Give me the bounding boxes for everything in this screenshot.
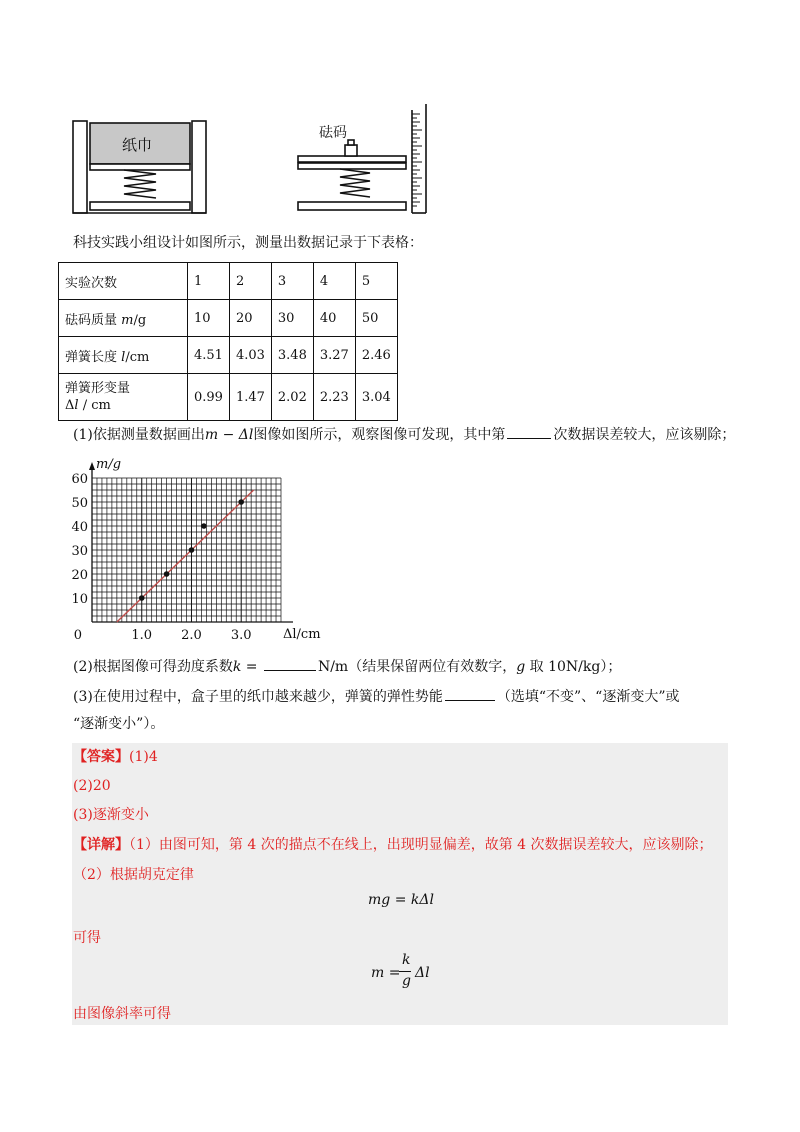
formula2-lhs: m = bbox=[371, 965, 401, 981]
x-tick-label: 1.0 bbox=[131, 628, 153, 643]
header-unit: /g bbox=[133, 312, 147, 328]
q1-pre: (1)依据测量数据画出 bbox=[73, 427, 205, 443]
detail-last: 由图像斜率可得 bbox=[73, 1006, 171, 1022]
q3-text: (3)在使用过程中，盒子里的纸巾越来越少，弹簧的弹性势能 bbox=[73, 689, 443, 705]
table-row bbox=[59, 300, 398, 337]
x-axis-label: Δl/cm bbox=[283, 627, 321, 642]
q3-options: （选填“不变”、“逐渐变大”或 bbox=[496, 689, 680, 705]
intro-text: 科技实践小组设计如图所示，测量出数据记录于下表格： bbox=[73, 235, 423, 251]
header-var: l bbox=[74, 398, 79, 413]
header-text: 弹簧形变量 bbox=[65, 381, 131, 396]
formula-m-eq bbox=[371, 952, 451, 996]
x-tick-label: 3.0 bbox=[230, 628, 252, 643]
answer-2: (2)20 bbox=[73, 778, 111, 794]
table-cell: 4.51 bbox=[188, 337, 230, 374]
y-axis-label: m/g bbox=[96, 457, 122, 472]
ruler-ticks bbox=[412, 114, 422, 206]
apparatus-figure bbox=[60, 100, 440, 220]
weight-device bbox=[298, 104, 426, 213]
table-cell: 2 bbox=[229, 263, 271, 300]
table-cell: 1.47 bbox=[229, 374, 271, 421]
table-cell: 2.02 bbox=[271, 374, 313, 421]
table-cell: 4 bbox=[313, 263, 355, 300]
y-tick-label: 10 bbox=[71, 592, 88, 607]
row-header bbox=[59, 300, 188, 337]
tissue-box-device bbox=[73, 121, 206, 213]
header-text: 砝码质量 bbox=[65, 312, 122, 328]
y-tick-label: 40 bbox=[71, 520, 88, 535]
y-tick-label: 60 bbox=[71, 472, 88, 487]
table-cell: 3 bbox=[271, 263, 313, 300]
q1-post: 次数据误差较大，应该剔除； bbox=[553, 427, 736, 443]
question-2 bbox=[73, 656, 621, 677]
header-text: 弹簧长度 bbox=[65, 349, 122, 365]
data-point bbox=[164, 571, 170, 577]
answer-line-1 bbox=[73, 747, 158, 767]
detail-kede: 可得 bbox=[73, 930, 101, 946]
row-header: 实验次数 bbox=[59, 263, 188, 300]
detail-tag: 【详解】 bbox=[73, 837, 129, 853]
header-var: m bbox=[121, 312, 134, 328]
question-3-line1 bbox=[73, 686, 679, 707]
x-tick-label: 2.0 bbox=[181, 628, 202, 643]
table-cell: 40 bbox=[313, 300, 355, 337]
table-row bbox=[59, 374, 398, 421]
data-point bbox=[189, 547, 195, 553]
answer-3: (3)逐渐变小 bbox=[73, 807, 149, 823]
header-var: l bbox=[121, 349, 126, 365]
y-axis-arrow bbox=[89, 462, 95, 470]
question-1 bbox=[73, 424, 735, 445]
data-point bbox=[139, 595, 145, 601]
header-delta: Δ bbox=[65, 398, 75, 413]
table-cell: 4.03 bbox=[229, 337, 271, 374]
table-cell: 3.48 bbox=[271, 337, 313, 374]
header-unit: / cm bbox=[78, 398, 111, 413]
y-tick-label: 50 bbox=[71, 496, 88, 511]
formula-hooke: mg = kΔl bbox=[368, 892, 434, 908]
detail-1: （1）由图可知，第 4 次的描点不在线上，出现明显偏差，故第 4 次数据误差较大，应该剔除； bbox=[129, 837, 713, 853]
y-tick-label: 20 bbox=[71, 568, 88, 583]
table-cell: 20 bbox=[229, 300, 271, 337]
data-point bbox=[238, 499, 244, 505]
table-row bbox=[59, 263, 398, 300]
q2-g: g bbox=[516, 659, 526, 675]
fraction-bar bbox=[399, 971, 411, 972]
table-cell: 50 bbox=[355, 300, 397, 337]
q1-expr: m − Δl bbox=[204, 427, 254, 443]
detail-line-1 bbox=[73, 835, 713, 855]
formula2-num: k bbox=[402, 952, 411, 968]
weight-label: 砝码 bbox=[319, 125, 347, 141]
table-cell: 3.04 bbox=[355, 374, 397, 421]
table-cell: 30 bbox=[271, 300, 313, 337]
question-3-line2: “逐渐变小”）。 bbox=[73, 716, 165, 732]
q2-var: k bbox=[232, 659, 242, 675]
q2-post2: 取 10N/kg）； bbox=[529, 659, 622, 675]
m-delta-l-chart bbox=[60, 452, 360, 648]
header-unit: /cm bbox=[125, 349, 150, 365]
q2-blank[interactable] bbox=[264, 656, 316, 671]
table-cell: 0.99 bbox=[188, 374, 230, 421]
tissue-label: 纸巾 bbox=[122, 136, 153, 154]
table-cell: 3.27 bbox=[313, 337, 355, 374]
detail-2: （2）根据胡克定律 bbox=[73, 867, 194, 883]
row-header bbox=[59, 337, 188, 374]
table-cell: 2.23 bbox=[313, 374, 355, 421]
table-cell: 10 bbox=[188, 300, 230, 337]
q2-post: N/m（结果保留两位有效数字， bbox=[317, 659, 517, 675]
table-cell: 5 bbox=[355, 263, 397, 300]
data-table bbox=[58, 262, 398, 421]
row-header bbox=[59, 374, 188, 421]
q1-mid: 图像如图所示，观察图像可发现，其中第 bbox=[253, 427, 506, 443]
formula2-rhs: Δl bbox=[415, 965, 430, 981]
q2-eq: = bbox=[241, 659, 262, 675]
q1-blank[interactable] bbox=[507, 424, 551, 439]
formula2-den: g bbox=[402, 973, 411, 989]
q2-pre: (2)根据图像可得劲度系数 bbox=[73, 659, 233, 675]
y-tick-label: 30 bbox=[71, 544, 88, 559]
q3-blank[interactable] bbox=[445, 686, 495, 701]
origin-label: 0 bbox=[73, 628, 82, 643]
answer-tag: 【答案】 bbox=[73, 749, 129, 765]
table-cell: 2.46 bbox=[355, 337, 397, 374]
data-point bbox=[201, 523, 207, 529]
answer-1: (1)4 bbox=[129, 749, 158, 765]
table-row bbox=[59, 337, 398, 374]
table-cell: 1 bbox=[188, 263, 230, 300]
